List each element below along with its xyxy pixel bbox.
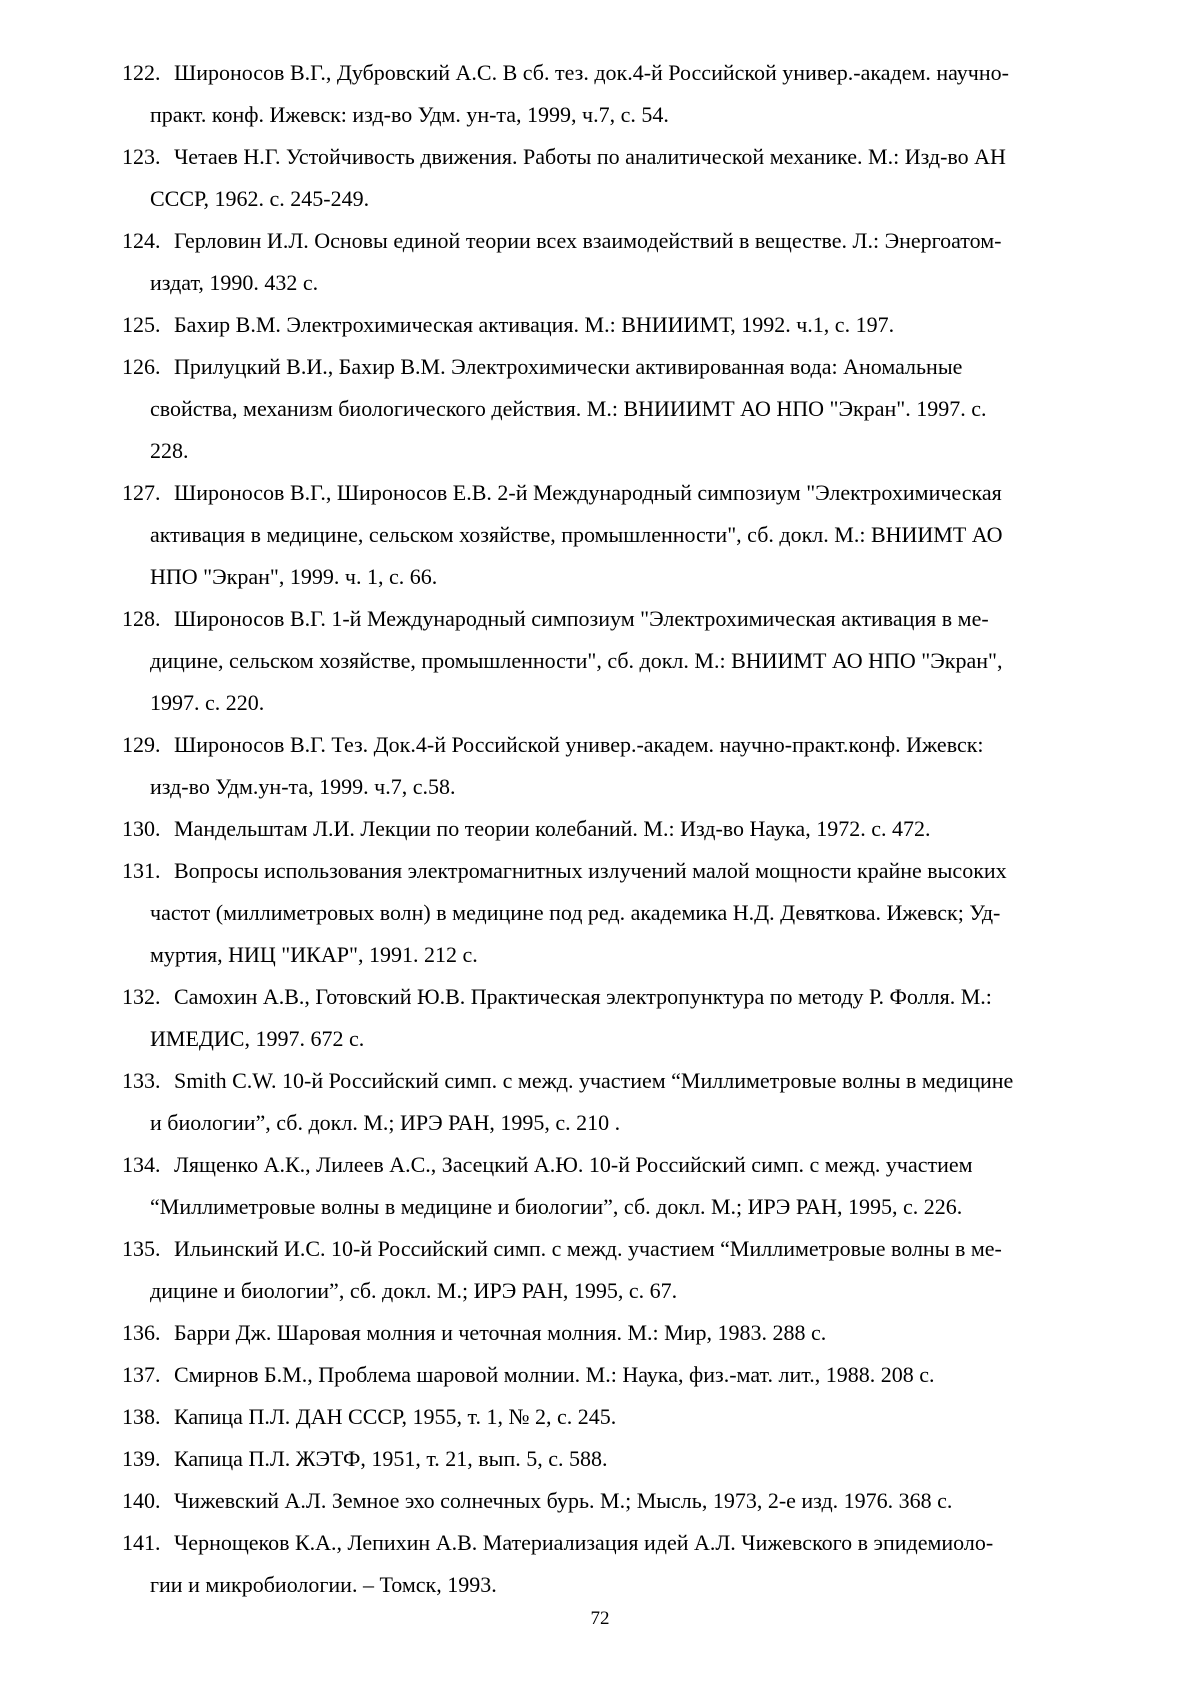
reference-line: Ильинский И.С. 10-й Российский симп. с межд. участием “Миллиметровые волны в ме-	[174, 1236, 1002, 1261]
reference-number: 133.	[122, 1068, 161, 1093]
reference-line: Мандельштам Л.И. Лекции по теории колебаний. М.: Изд-во Наука, 1972. с. 472.	[174, 816, 931, 841]
reference-line: Барри Дж. Шаровая молния и четочная молния. М.: Мир, 1983. 288 с.	[174, 1320, 827, 1345]
reference-number: 132.	[122, 984, 161, 1009]
reference-item	[124, 1144, 1124, 1228]
reference-number: 135.	[122, 1236, 161, 1261]
reference-line: Лященко А.К., Лилеев А.С., Засецкий А.Ю. 10-й Российский симп. с межд. участием	[174, 1152, 973, 1177]
reference-item	[124, 52, 1124, 136]
reference-item	[124, 1312, 1124, 1354]
reference-line: Чернощеков К.А., Лепихин А.В. Материализация идей А.Л. Чижевского в эпидемиоло-	[174, 1530, 994, 1555]
reference-line: Smith C.W. 10-й Российский симп. с межд. участием “Миллиметровые волны в медицине	[174, 1068, 1014, 1093]
reference-line: 1997. с. 220.	[150, 690, 265, 715]
reference-number: 124.	[122, 228, 161, 253]
reference-item	[124, 1060, 1124, 1144]
reference-line: Широносов В.Г. Тез. Док.4-й Российской универ.-академ. научно-практ.конф. Ижевск:	[174, 732, 984, 757]
reference-number: 127.	[122, 480, 161, 505]
reference-item	[124, 976, 1124, 1060]
reference-line: “Миллиметровые волны в медицине и биологии”, сб. докл. М.; ИРЭ РАН, 1995, с. 226.	[150, 1194, 963, 1219]
reference-number: 126.	[122, 354, 161, 379]
reference-item	[124, 346, 1124, 472]
reference-item	[124, 850, 1124, 976]
reference-line: дицине и биологии”, сб. докл. М.; ИРЭ РАН, 1995, с. 67.	[150, 1278, 678, 1303]
reference-item	[124, 1522, 1124, 1606]
reference-line: гии и микробиологии. – Томск, 1993.	[150, 1572, 497, 1597]
reference-line: 228.	[150, 438, 189, 463]
reference-item	[124, 136, 1124, 220]
reference-number: 128.	[122, 606, 161, 631]
reference-line: Четаев Н.Г. Устойчивость движения. Работы по аналитической механике. М.: Изд-во АН	[174, 144, 1006, 169]
reference-line: Широносов В.Г., Широносов Е.В. 2-й Международный симпозиум "Электрохимическая	[174, 480, 1002, 505]
reference-line: Прилуцкий В.И., Бахир В.М. Электрохимически активированная вода: Аномальные	[174, 354, 963, 379]
reference-line: частот (миллиметровых волн) в медицине под ред. академика Н.Д. Девяткова. Ижевск; Уд-	[150, 900, 1001, 925]
reference-line: изд-во Удм.ун-та, 1999. ч.7, с.58.	[150, 774, 456, 799]
reference-line: Бахир В.М. Электрохимическая активация. М.: ВНИИИМТ, 1992. ч.1, с. 197.	[174, 312, 895, 337]
reference-item	[124, 808, 1124, 850]
reference-line: свойства, механизм биологического действия. М.: ВНИИИМТ АО НПО "Экран". 1997. с.	[150, 396, 987, 421]
reference-item	[124, 1480, 1124, 1522]
reference-item	[124, 472, 1124, 598]
reference-item	[124, 1438, 1124, 1480]
reference-number: 125.	[122, 312, 161, 337]
reference-item	[124, 1396, 1124, 1438]
reference-line: Широносов В.Г., Дубровский А.С. В сб. тез. док.4-й Российской универ.-академ. научно-	[174, 60, 1009, 85]
reference-line: Капица П.Л. ДАН СССР, 1955, т. 1, № 2, с. 245.	[174, 1404, 617, 1429]
reference-number: 138.	[122, 1404, 161, 1429]
reference-item	[124, 598, 1124, 724]
reference-line: практ. конф. Ижевск: изд-во Удм. ун-та, 1999, ч.7, с. 54.	[150, 102, 669, 127]
reference-line: дицине, сельском хозяйстве, промышленности", сб. докл. М.: ВНИИМТ АО НПО "Экран",	[150, 648, 1003, 673]
reference-line: Смирнов Б.М., Проблема шаровой молнии. М.: Наука, физ.-мат. лит., 1988. 208 с.	[174, 1362, 935, 1387]
reference-line: Широносов В.Г. 1-й Международный симпозиум "Электрохимическая активация в ме-	[174, 606, 989, 631]
reference-line: активация в медицине, сельском хозяйстве, промышленности", сб. докл. М.: ВНИИМТ АО	[150, 522, 1003, 547]
reference-list	[124, 52, 1124, 1606]
reference-line: Вопросы использования электромагнитных излучений малой мощности крайне высоких	[174, 858, 1007, 883]
reference-item	[124, 724, 1124, 808]
reference-line: НПО "Экран", 1999. ч. 1, с. 66.	[150, 564, 438, 589]
page-number: 72	[590, 1608, 610, 1629]
reference-number: 137.	[122, 1362, 161, 1387]
reference-number: 139.	[122, 1446, 161, 1471]
reference-line: муртия, НИЦ "ИКАР", 1991. 212 с.	[150, 942, 478, 967]
reference-number: 123.	[122, 144, 161, 169]
reference-line: ИМЕДИС, 1997. 672 с.	[150, 1026, 365, 1051]
reference-line: издат, 1990. 432 с.	[150, 270, 319, 295]
reference-number: 131.	[122, 858, 161, 883]
reference-number: 140.	[122, 1488, 161, 1513]
reference-number: 141.	[122, 1530, 161, 1555]
reference-line: СССР, 1962. с. 245-249.	[150, 186, 370, 211]
reference-item	[124, 220, 1124, 304]
reference-line: Капица П.Л. ЖЭТФ, 1951, т. 21, вып. 5, с. 588.	[174, 1446, 608, 1471]
reference-item	[124, 1228, 1124, 1312]
reference-number: 134.	[122, 1152, 161, 1177]
reference-line: Самохин А.В., Готовский Ю.В. Практическая электропунктура по методу Р. Фолля. М.:	[174, 984, 992, 1009]
reference-item	[124, 304, 1124, 346]
reference-line: Герловин И.Л. Основы единой теории всех взаимодействий в веществе. Л.: Энергоатом-	[174, 228, 1002, 253]
reference-number: 122.	[122, 60, 161, 85]
reference-item	[124, 1354, 1124, 1396]
reference-line: Чижевский А.Л. Земное эхо солнечных бурь. М.; Мысль, 1973, 2-е изд. 1976. 368 с.	[174, 1488, 953, 1513]
reference-line: и биологии”, сб. докл. М.; ИРЭ РАН, 1995, с. 210 .	[150, 1110, 621, 1135]
reference-number: 130.	[122, 816, 161, 841]
reference-number: 129.	[122, 732, 161, 757]
reference-number: 136.	[122, 1320, 161, 1345]
